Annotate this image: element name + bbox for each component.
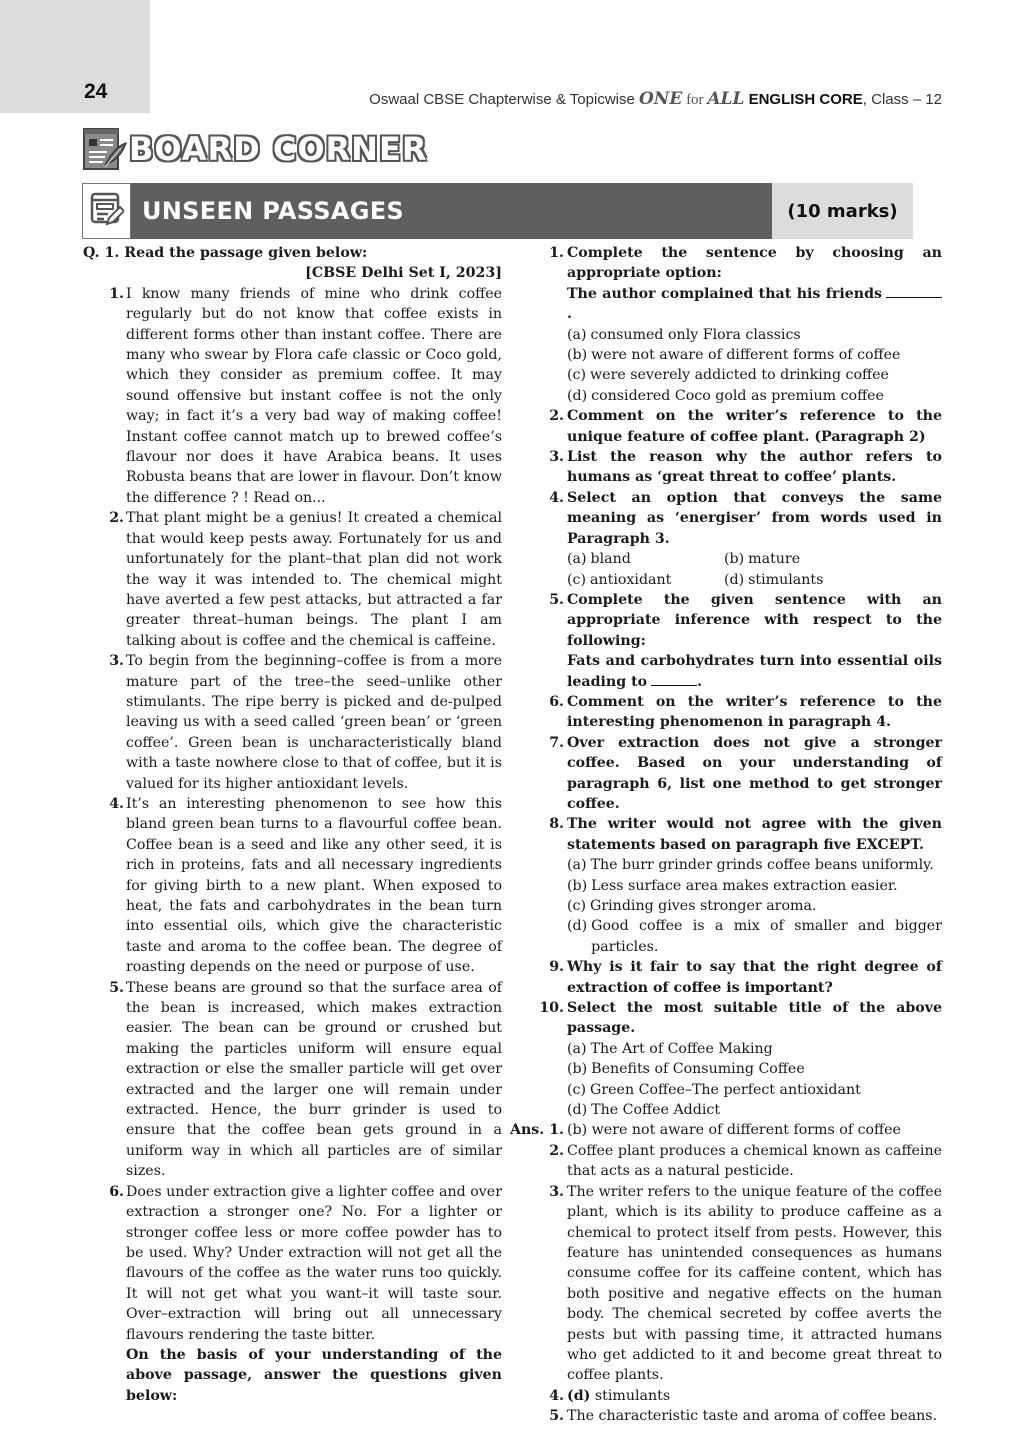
question-number: 3. xyxy=(549,449,564,466)
question-stem: Select an option that conveys the same meaning as ‘energiser’ from words used in Paragraph 3. xyxy=(567,489,942,547)
option-item: (a) consumed only Flora classics xyxy=(567,326,801,343)
question-number: 5. xyxy=(549,591,564,608)
option-item: (a) The Art of Coffee Making xyxy=(567,1040,773,1057)
question-stem: List the reason why the author refers to humans as ‘great threat to coffee’ plants. xyxy=(567,449,942,486)
option-item: (d) The Coffee Addict xyxy=(567,1102,721,1119)
board-corner-banner xyxy=(83,124,427,174)
question-item xyxy=(528,814,942,957)
section-title: UNSEEN PASSAGES xyxy=(131,183,772,239)
page-number-tab xyxy=(0,0,150,113)
answer-item xyxy=(528,1182,942,1386)
answer-text: The writer refers to the unique feature of the coffee plant, which is its ability to produce caffeine as a chemical to protect itself from pests. However, this feature has unintended consequences as humans consume coffee for its caffeine content, which has both positive and negative effects on the human body. The chemical secreted by coffee averts the pests but with passing time, it attracted humans who get addicted to it and become great threat to coffee plants. xyxy=(567,1183,942,1384)
question-item xyxy=(528,733,942,815)
option-item: (d) considered Coco gold as premium coffee xyxy=(567,387,884,404)
question-item xyxy=(528,488,942,590)
answer-lead xyxy=(489,1120,567,1140)
answer-text: (d) stimulants xyxy=(567,1387,671,1404)
passage-paragraph xyxy=(83,651,502,794)
answer-text: The characteristic taste and aroma of coffee beans. xyxy=(567,1408,938,1425)
option-item: (c) Green Coffee–The perfect antioxidant xyxy=(567,1081,861,1098)
question-item xyxy=(528,243,942,406)
answer-number: 4. xyxy=(549,1387,564,1404)
passage-paragraph xyxy=(83,284,502,508)
question-item xyxy=(528,406,942,447)
answer-number: 3. xyxy=(549,1183,564,1200)
paragraph-number: 2. xyxy=(109,510,124,527)
running-head-prefix: Oswaal CBSE Chapterwise & Topicwise xyxy=(369,91,639,108)
paragraph-text: That plant might be a genius! It created a chemical that would keep pests away. Fortunately for us and unfortunately for the plant–that plan did not work the way it was intended to. The chemical might have averted a few pest attacks, but attracted a far greater threat–human beings. The plant I am talking about is coffee and the chemical is caffeine. xyxy=(126,510,502,649)
option-item: (c) antioxidant xyxy=(567,571,672,588)
newspaper-feather-icon xyxy=(83,126,125,172)
paragraph-number: 1. xyxy=(109,285,124,302)
question-stem: Over extraction does not give a stronger coffee. Based on your understanding of paragraph 6, list one method to get stronger coffee. xyxy=(567,734,942,812)
question-number: 1. xyxy=(549,245,564,261)
passage-instruction: On the basis of your understanding of the above passage, answer the questions given below: xyxy=(126,1346,502,1404)
option-item: (a) The burr grinder grinds coffee beans uniformly. xyxy=(567,857,934,874)
paragraph-text: To begin from the beginning–coffee is from a more mature part of the tree–the seed–unlike other stimulants. The ripe berry is picked and de-pulped leaving us with a seed called ‘green bean’ or ‘green coffee’. Green bean is uncharacteristically bland with a taste nowhere close to that of coffee, but it is valued for its higher antioxidant levels. xyxy=(126,653,502,792)
brand-one: ONE xyxy=(639,89,683,109)
question-stem: Comment on the writer’s reference to the interesting phenomenon in paragraph 4. xyxy=(567,693,942,731)
option-item: (b) Less surface area makes extraction easier. xyxy=(567,877,898,894)
running-head xyxy=(369,89,942,109)
question-number: 9. xyxy=(549,959,564,976)
question-heading: Q. 1. Read the passage given below: xyxy=(83,245,368,261)
option-item: (b) were not aware of different forms of coffee xyxy=(567,347,901,364)
question-sub-stem: Fats and carbohydrates turn into essential oils leading to . xyxy=(567,653,942,690)
question-number: 6. xyxy=(549,693,564,710)
question-stem: Why is it fair to say that the right degree of extraction of coffee is important? xyxy=(567,959,942,996)
passage-column xyxy=(83,243,502,1406)
option-item: (c) were severely addicted to drinking coffee xyxy=(567,367,889,384)
passage-paragraph xyxy=(83,1182,502,1345)
paragraph-number: 5. xyxy=(109,979,124,996)
passage-paragraph xyxy=(83,978,502,1182)
question-item xyxy=(528,692,942,733)
question-stem: The writer would not agree with the given statements based on paragraph five EXCEPT. xyxy=(567,816,942,853)
question-source: [CBSE Delhi Set I, 2023] xyxy=(305,265,502,282)
question-stem: Complete the sentence by choosing an appropriate option: xyxy=(567,245,942,282)
section-header xyxy=(82,183,913,239)
answer-blank xyxy=(886,284,942,298)
question-number: 4. xyxy=(549,489,564,506)
answer-item xyxy=(528,1141,942,1182)
answer-item xyxy=(528,1406,942,1426)
running-head-suffix: , Class – 12 xyxy=(862,91,942,108)
section-marks: (10 marks) xyxy=(772,183,913,239)
paragraph-number: 4. xyxy=(109,795,124,812)
question-item xyxy=(528,998,942,1120)
option-item: (d) stimulants xyxy=(724,571,824,588)
board-corner-title: BOARD CORNER xyxy=(129,130,428,168)
answer-number: 5. xyxy=(549,1408,564,1425)
brand-for: for xyxy=(682,92,708,108)
answer-number: 1. xyxy=(549,1122,564,1139)
passage-paragraph xyxy=(83,794,502,978)
option-item: (d) Good coffee is a mix of smaller and bigger particles. xyxy=(567,918,942,955)
paragraph-text: Does under extraction give a lighter coffee and over extraction a stronger one? No. For a lighter or stronger coffee less or more coffee powder has to be used. Why? Under extraction will not get all the flavours of the coffee as the water runs too quickly. It will not get what you want–it will taste sour. Over–extraction will bring out all unnecessary flavours rendering the taste bitter. xyxy=(126,1183,502,1343)
running-head-subject: ENGLISH CORE xyxy=(744,91,863,108)
question-stem: Complete the given sentence with an appropriate inference with respect to the following: xyxy=(567,591,942,649)
questions-column xyxy=(509,243,942,1427)
page-number: 24 xyxy=(84,80,108,103)
brand-all: ALL xyxy=(707,89,745,109)
question-stem: Comment on the writer’s reference to the unique feature of coffee plant. (Paragraph 2) xyxy=(567,408,942,445)
option-item: (c) Grinding gives stronger aroma. xyxy=(567,898,817,914)
answer-blank xyxy=(651,672,697,686)
paragraph-text: These beans are ground so that the surface area of the bean is increased, which makes extraction easier. The bean can be ground or crushed but making the particles uniform will ensure equal extraction or else the smaller particle will get over extracted and the larger one will remain under extracted. Hence, the burr grinder is used to ensure that the coffee bean gets ground in a uniform way in which all particles are of similar sizes. xyxy=(126,979,502,1180)
paragraph-number: 3. xyxy=(109,653,124,670)
question-number: 10. xyxy=(539,1000,564,1017)
answer-text: (b) were not aware of different forms of coffee xyxy=(567,1122,901,1139)
option-grid xyxy=(567,549,942,590)
question-item xyxy=(528,957,942,998)
answer-number: 2. xyxy=(549,1142,564,1159)
answers-label: Ans. xyxy=(509,1122,545,1139)
paragraph-text: It’s an interesting phenomenon to see how this bland green bean turns to a flavourful coffee bean. Coffee bean is a seed and like any other seed, it is rich in proteins, fats and all necessary ingredients for giving birth to a new plant. When exposed to heat, the fats and carbohydrates in the bean turn into essential oils, which give the characteristic taste and aroma to the coffee bean. The degree of roasting depends on the need or purpose of use. xyxy=(126,795,502,976)
question-number: 7. xyxy=(549,734,564,751)
paragraph-text: I know many friends of mine who drink coffee regularly but do not know that coffee exists in different forms other than instant coffee. There are many who swear by Flora cafe classic or Coco gold, which they consider as premium coffee. It may sound offensive but instant coffee is not the only way; in fact it’s a very bad way of making coffee! Instant coffee cannot match up to brewed coffee’s flavour nor does it have Arabica beans. It uses Robusta beans that are lower in flavour. Don’t know the difference ? ! Read on... xyxy=(126,285,502,506)
paragraph-number: 6. xyxy=(109,1183,124,1200)
question-sub-stem: The author complained that his friends. xyxy=(567,284,942,325)
question-item xyxy=(528,447,942,488)
edit-document-icon xyxy=(90,191,124,231)
option-item: (a) bland xyxy=(567,551,631,568)
question-number: 2. xyxy=(549,408,564,425)
section-icon-box xyxy=(82,183,131,239)
answer-text: Coffee plant produces a chemical known as caffeine that acts as a natural pesticide. xyxy=(567,1142,942,1180)
option-item: (b) mature xyxy=(724,551,801,568)
question-item xyxy=(528,590,942,692)
question-number: 8. xyxy=(549,816,564,833)
passage-paragraph xyxy=(83,508,502,651)
question-stem: Select the most suitable title of the above passage. xyxy=(567,1000,942,1037)
option-item: (b) Benefits of Consuming Coffee xyxy=(567,1061,805,1078)
answer-item xyxy=(528,1386,942,1406)
answer-item xyxy=(489,1120,942,1140)
